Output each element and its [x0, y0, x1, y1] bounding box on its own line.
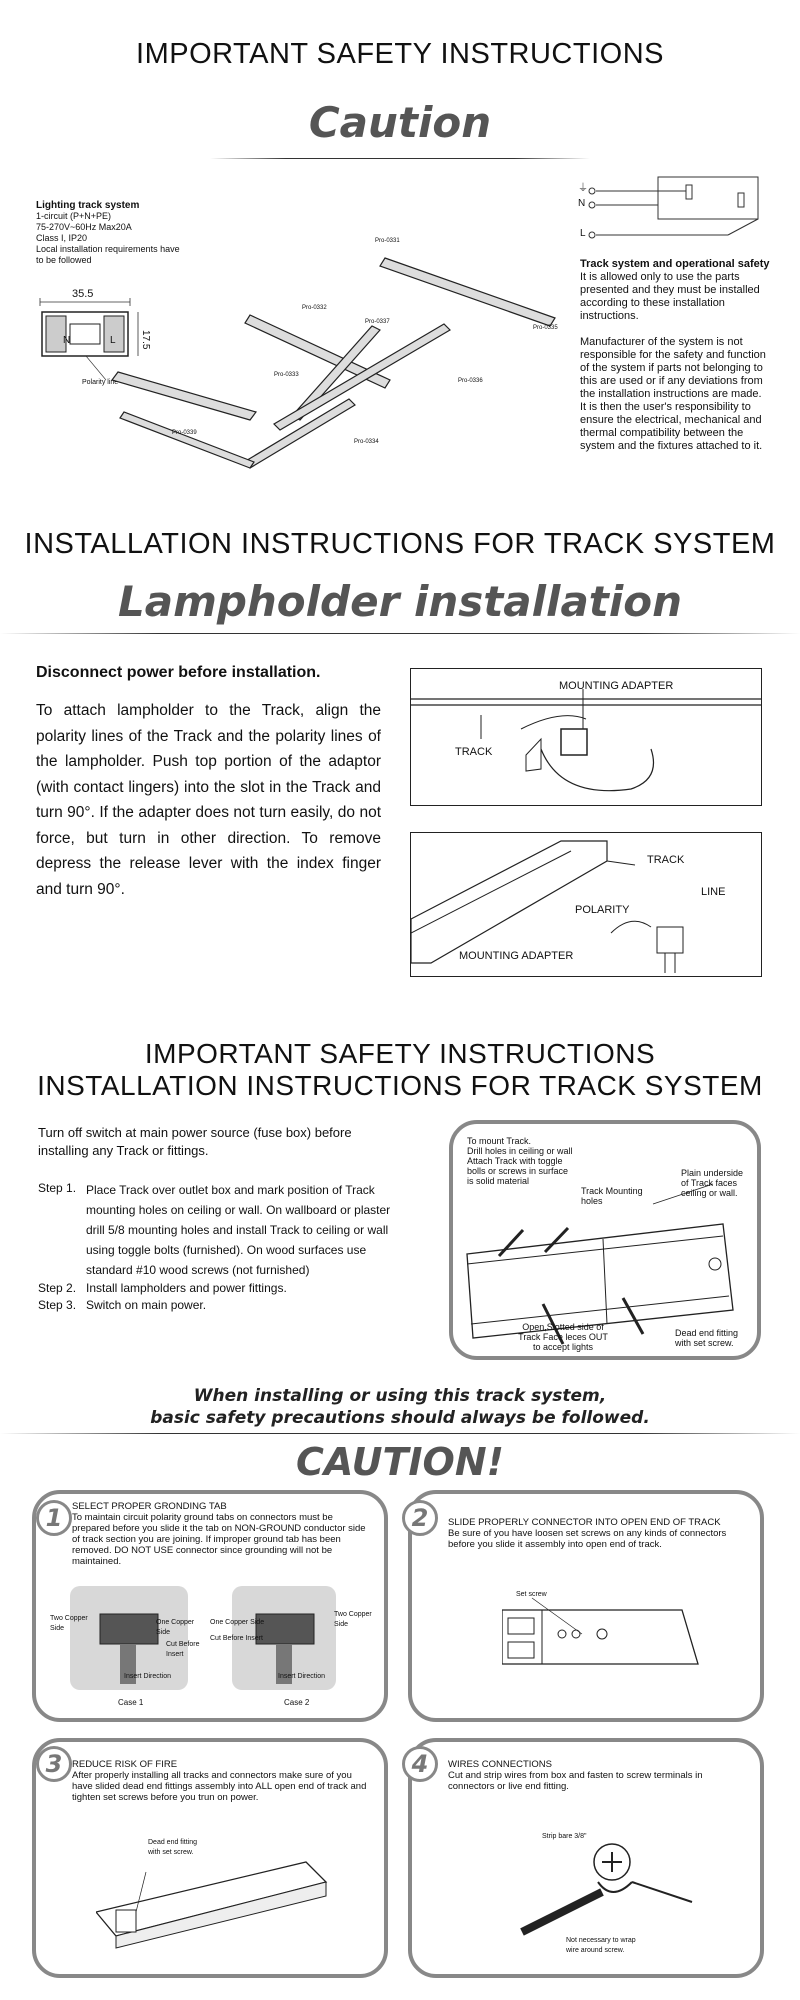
section1-title: IMPORTANT SAFETY INSTRUCTIONS	[136, 38, 664, 70]
step-1-text: Place Track over outlet box and mark position of Track mounting holes on ceiling or wall. On wallboard or plaster drill 5/8 mounting holes and install Track to ceiling or wall using toggle bolts (furnished). On wood surfaces use standard #10 wood screws (not furnished)	[86, 1183, 391, 1277]
box1-body: To maintain circuit polarity ground tabs on connectors must be prepared before you slide it the tab on NON-GROUND conductor side of track section you are joining. If improper ground tab has been removed. DO NOT USE connector since grounding will not be maintained.	[72, 1512, 366, 1567]
profile-height: 17.5	[140, 330, 151, 350]
case2-one-copper: One Copper Side	[210, 1619, 265, 1626]
box1-heading: SELECT PROPER GRONDING TAB	[72, 1501, 227, 1512]
power-off-intro: Turn off switch at main power source (fuse box) before installing any Track or fittings.	[38, 1125, 352, 1158]
caution-box-4	[408, 1738, 764, 1978]
step-number-1: 1	[36, 1500, 72, 1536]
spec-line: Class I, IP20	[36, 233, 88, 243]
caution-box-2	[408, 1490, 764, 1722]
box2-heading: SLIDE PROPERLY CONNECTOR INTO OPEN END OF TRACK	[448, 1517, 721, 1528]
part-label: Pro-0331	[375, 238, 400, 244]
spec-line: 75-270V~60Hz Max20A	[36, 222, 132, 232]
diagram-holes: Track Mounting holes	[581, 1186, 643, 1206]
step-label: Step 1.	[38, 1181, 77, 1195]
box3-body: After properly installing all tracks and connectors make sure of you have slided dead end fittings assembly into ALL open end of track and tighten set screws before you trun on power.	[72, 1770, 367, 1803]
part-label: Pro-0334	[354, 439, 379, 445]
section3-title1: IMPORTANT SAFETY INSTRUCTIONS	[144, 1038, 656, 1069]
case2-two-copper: Two Copper Side	[334, 1611, 372, 1628]
mounting-adapter-label: MOUNTING ADAPTER	[559, 680, 674, 692]
case2-insert: Insert Direction	[278, 1673, 326, 1680]
disconnect-warning: Disconnect power before installation.	[36, 664, 321, 681]
part-label: Pro-0339	[172, 430, 197, 436]
case1-insert: Insert Direction	[124, 1673, 172, 1680]
lampholder-instructions: To attach lampholder to the Track, align the polarity lines of the Track and the polarity lines of the lampholder. Push top portion of the adaptor (with contact lingers) into the slot in the Track and turn 90°. If the adapter does not turn easily, do not force, but turn in other direction. To remove depress the release lever with the index finger and turn 90°.	[36, 702, 381, 898]
track-label: TRACK	[455, 746, 493, 758]
mounting-diagram	[449, 1120, 761, 1360]
step-label: Step 2.	[38, 1281, 77, 1295]
box2-body: Be sure of you have loosen set screws on any kinds of connectors before you slide it assembly into open end of track.	[448, 1528, 727, 1550]
caution-box-1	[32, 1490, 388, 1722]
case1-cut: Cut Before Insert	[166, 1641, 200, 1658]
safety-notice-line: basic safety precautions should always be followed.	[150, 1408, 650, 1428]
lampholder-text	[36, 664, 381, 902]
caution-heading: Caution	[308, 98, 492, 147]
step-number-3: 3	[36, 1746, 72, 1782]
diagram-mount: To mount Track.	[467, 1136, 532, 1146]
step-number-2: 2	[402, 1500, 438, 1536]
set-screw-label: Set screw	[516, 1591, 547, 1598]
step-label: Step 3.	[38, 1298, 77, 1312]
part-label: Pro-0333	[274, 372, 299, 378]
wiring-n: N	[578, 198, 586, 209]
lampholder-heading: Lampholder installation	[117, 577, 683, 626]
part-label: Pro-0336	[458, 378, 483, 384]
operational-para1: It is allowed only to use the parts presented and they must be installed according to these installation instructions.	[580, 271, 760, 322]
diagram-attach: Attach Track with toggle bolls or screws in surface is solid material	[467, 1156, 569, 1186]
track-layout-diagram	[100, 230, 560, 490]
section2-title: INSTALLATION INSTRUCTIONS FOR TRACK SYSTEM	[24, 528, 776, 560]
track-label: TRACK	[647, 854, 685, 866]
box4-heading: WIRES CONNECTIONS	[448, 1759, 552, 1770]
spec-heading: Lighting track system	[36, 200, 140, 211]
safety-notice-line: When installing or using this track system,	[193, 1386, 607, 1406]
part-label: Pro-0335	[533, 325, 558, 331]
wiring-l: L	[580, 228, 586, 239]
operational-heading: Track system and operational safety	[580, 258, 770, 270]
profile-width: 35.5	[72, 288, 94, 300]
box1-text	[72, 1502, 372, 1567]
operational-para2: Manufacturer of the system is not responsible for the safety and function of the system if parts not belonging to this are used or if any deviations from the installation instructions are made. It is then the user's responsibility to ensure the electrical, mechanical and thermal compatibility between the system and the fixtures attached to it.	[580, 336, 766, 452]
box3-deadend-label: Dead end fitting with set screw.	[148, 1839, 198, 1856]
part-label: Pro-0337	[365, 319, 390, 325]
polarity-line-label: Polarity line	[82, 379, 119, 386]
profile-l-label: L	[110, 335, 116, 346]
adapter-figure	[410, 668, 762, 806]
case2-label: Case 2	[284, 1698, 310, 1707]
case1-two-copper: Two Copper Side	[50, 1615, 88, 1632]
operational-safety	[580, 258, 770, 453]
polarity-label: POLARITY	[575, 904, 630, 916]
strip-bare-label: Strip bare 3/8"	[542, 1833, 587, 1840]
safety-notice	[0, 1385, 800, 1429]
divider	[0, 633, 800, 634]
polarity-figure	[410, 832, 762, 977]
profile-n-label: N	[63, 335, 71, 346]
part-label: Pro-0332	[302, 305, 327, 311]
step-number-4: 4	[402, 1746, 438, 1782]
line-label: LINE	[701, 886, 726, 898]
diagram-plain: Plain underside of Track faces ceiling or wall.	[681, 1168, 744, 1198]
wrap-note: Not necessary to wrap wire around screw.	[566, 1937, 636, 1954]
caution-box-3	[32, 1738, 388, 1978]
step-2-text: Install lampholders and power fittings.	[86, 1281, 287, 1295]
wiring-diagram	[578, 175, 778, 245]
diagram-open: Open,Slotted side of Track Face leces OUT to accept lights	[518, 1322, 608, 1352]
diagram-drill: Drill holes in ceiling or wall	[467, 1146, 573, 1156]
box3-heading: REDUCE RISK OF FIRE	[72, 1759, 178, 1770]
track-install-text	[38, 1124, 398, 1314]
case2-cut: Cut Before Insert	[210, 1635, 263, 1642]
mounting-adapter-label: MOUNTING ADAPTER	[459, 950, 574, 962]
divider	[0, 1433, 800, 1434]
box4-body: Cut and strip wires from box and fasten to screw terminals in connectors or live end fitting.	[448, 1770, 703, 1792]
section3-title2: INSTALLATION INSTRUCTIONS FOR TRACK SYSTEM	[37, 1070, 763, 1101]
spec-line: to be followed	[36, 255, 92, 265]
earth-symbol: ⏚	[578, 183, 588, 194]
diagram-deadend: Dead end fitting with set screw.	[675, 1328, 739, 1348]
case1-one-copper: One Copper Side	[156, 1619, 195, 1636]
step-3-text: Switch on main power.	[86, 1298, 207, 1312]
spec-line: 1-circuit (P+N+PE)	[36, 211, 112, 221]
divider	[210, 158, 590, 159]
caution-banner: CAUTION!	[296, 1440, 504, 1484]
spec-line: Local installation requirements have	[36, 244, 180, 254]
case1-label: Case 1	[118, 1698, 144, 1707]
